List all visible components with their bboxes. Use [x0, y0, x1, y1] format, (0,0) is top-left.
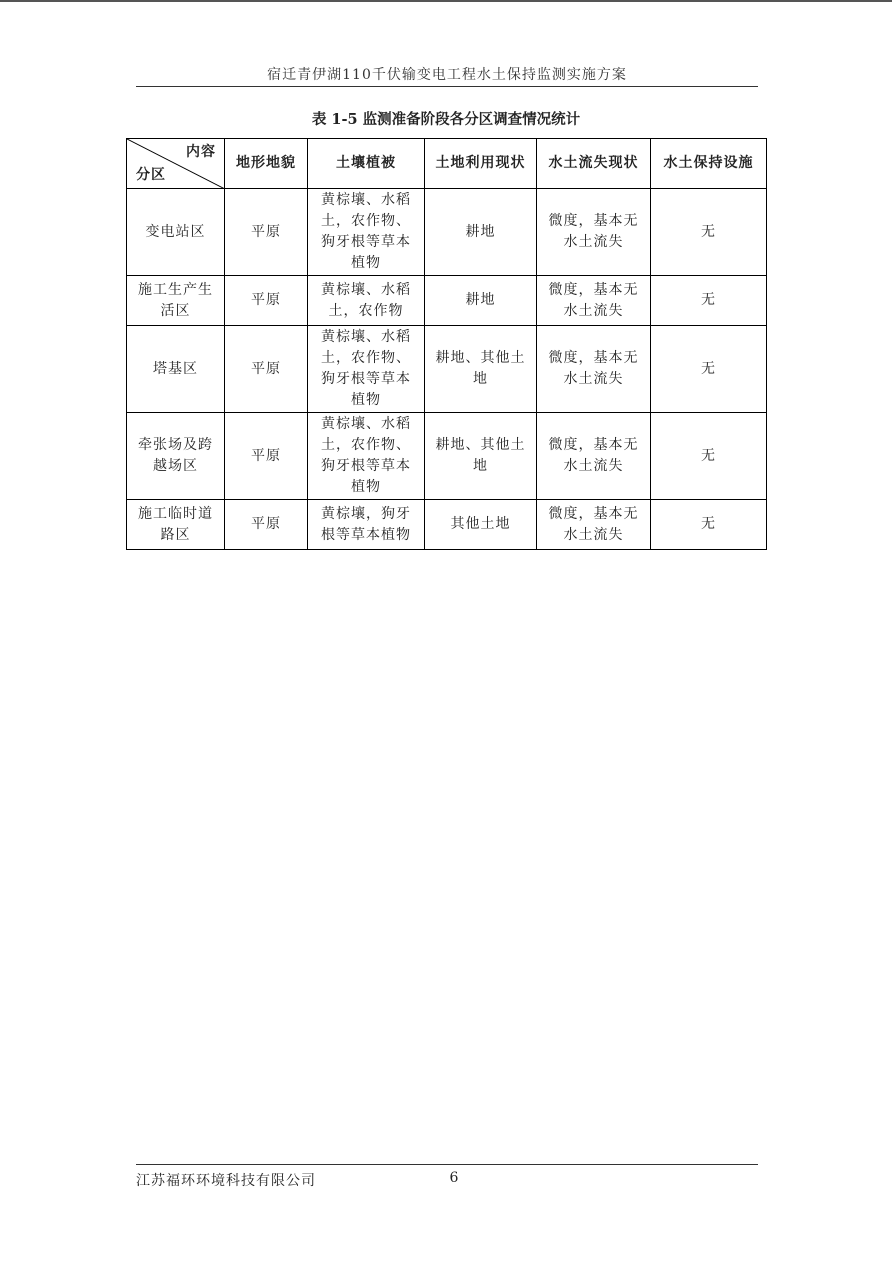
- footer-rule: [136, 1164, 758, 1165]
- erosion-status-cell: 微度，基本无水土流失: [537, 326, 651, 413]
- table-caption: 表 1-5 监测准备阶段各分区调查情况统计: [311, 111, 581, 128]
- table-row: [127, 326, 767, 413]
- land-use-cell: 其他土地: [425, 500, 537, 550]
- zone-cell: 变电站区: [127, 189, 225, 276]
- conservation-facility-cell: 无: [651, 276, 767, 326]
- column-header: 水土流失现状: [537, 139, 651, 189]
- survey-table: [126, 138, 767, 550]
- soil-vegetation-cell: 黄棕壤、水稻土，农作物、狗牙根等草本植物: [308, 413, 425, 500]
- table-row: [127, 500, 767, 550]
- land-use-cell: 耕地、其他土地: [425, 413, 537, 500]
- conservation-facility-cell: 无: [651, 500, 767, 550]
- page-header: 宿迁青伊湖110千伏输变电工程水土保持监测实施方案: [267, 67, 627, 83]
- zone-cell: 牵张场及跨越场区: [127, 413, 225, 500]
- corner-label-zone: 分区: [136, 167, 166, 183]
- column-header: 地形地貌: [225, 139, 308, 189]
- conservation-facility-cell: 无: [651, 413, 767, 500]
- land-use-cell: 耕地、其他土地: [425, 326, 537, 413]
- column-header: 水土保持设施: [651, 139, 767, 189]
- table-row: [127, 413, 767, 500]
- terrain-cell: 平原: [225, 189, 308, 276]
- soil-vegetation-cell: 黄棕壤、水稻土，农作物: [308, 276, 425, 326]
- zone-cell: 塔基区: [127, 326, 225, 413]
- land-use-cell: 耕地: [425, 276, 537, 326]
- page-number: 6: [449, 1170, 459, 1186]
- column-header: 土壤植被: [308, 139, 425, 189]
- land-use-cell: 耕地: [425, 189, 537, 276]
- soil-vegetation-cell: 黄棕壤、水稻土，农作物、狗牙根等草本植物: [308, 326, 425, 413]
- zone-cell: 施工临时道路区: [127, 500, 225, 550]
- header-rule: [136, 86, 758, 87]
- table-row: [127, 276, 767, 326]
- conservation-facility-cell: 无: [651, 326, 767, 413]
- table-row: [127, 189, 767, 276]
- terrain-cell: 平原: [225, 500, 308, 550]
- column-header: 土地利用现状: [425, 139, 537, 189]
- conservation-facility-cell: 无: [651, 189, 767, 276]
- erosion-status-cell: 微度，基本无水土流失: [537, 500, 651, 550]
- corner-label-content: 内容: [186, 144, 216, 160]
- erosion-status-cell: 微度，基本无水土流失: [537, 189, 651, 276]
- zone-cell: 施工生产生活区: [127, 276, 225, 326]
- terrain-cell: 平原: [225, 326, 308, 413]
- erosion-status-cell: 微度，基本无水土流失: [537, 276, 651, 326]
- soil-vegetation-cell: 黄棕壤、水稻土，农作物、狗牙根等草本植物: [308, 189, 425, 276]
- footer-company: 江苏福环环境科技有限公司: [136, 1173, 316, 1189]
- scan-top-edge: [0, 0, 892, 2]
- terrain-cell: 平原: [225, 276, 308, 326]
- table-header-row: [127, 139, 767, 189]
- diagonal-header-cell: [127, 139, 225, 189]
- soil-vegetation-cell: 黄棕壤，狗牙根等草本植物: [308, 500, 425, 550]
- terrain-cell: 平原: [225, 413, 308, 500]
- erosion-status-cell: 微度，基本无水土流失: [537, 413, 651, 500]
